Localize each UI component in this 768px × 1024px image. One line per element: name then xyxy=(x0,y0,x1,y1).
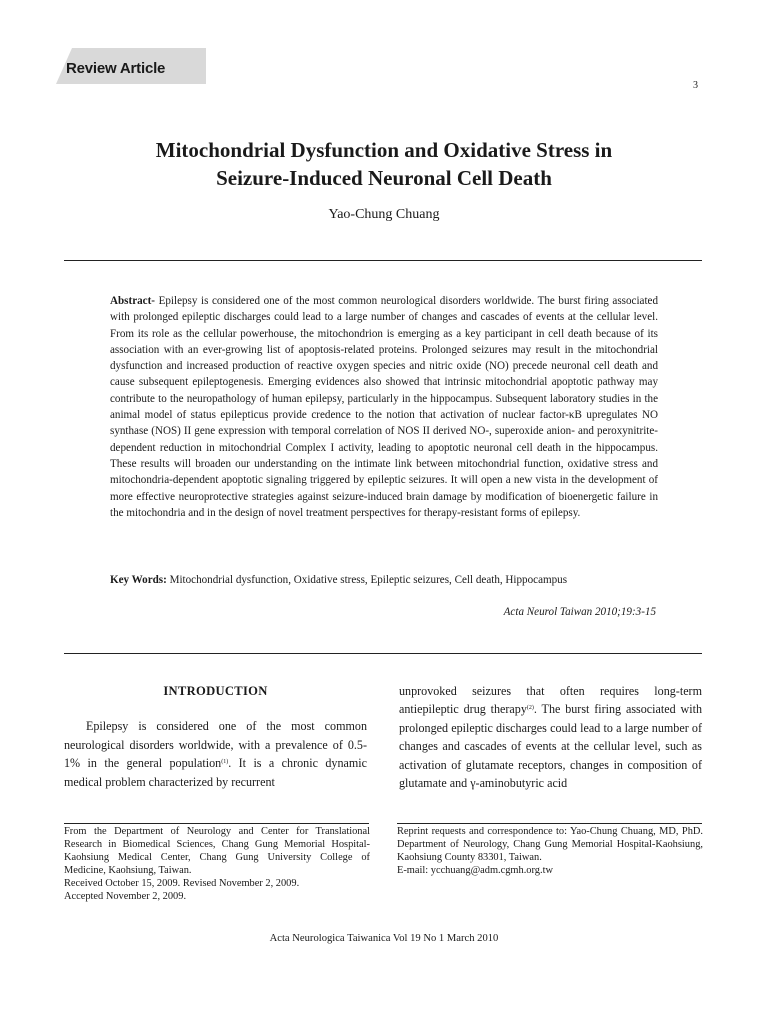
abstract-label: Abstract- xyxy=(110,295,155,307)
article-title xyxy=(64,136,704,192)
affiliation: From the Department of Neurology and Center for Translational Research in Biomedical Sciences, Chang Gung Memorial Hospital-Kaohsiung Medical Center, Chang Gung University College of Medicine, Kaohsiung, Taiwan. xyxy=(64,826,370,877)
affiliation-footnote xyxy=(64,825,370,904)
section-heading: INTRODUCTION xyxy=(163,684,268,698)
left-column xyxy=(64,682,367,791)
footnote-divider-right xyxy=(397,823,702,824)
keywords xyxy=(110,574,670,586)
right-column xyxy=(399,682,702,792)
title-line-2: Seizure-Induced Neuronal Cell Death xyxy=(216,166,552,190)
middle-divider xyxy=(64,653,702,654)
top-divider xyxy=(64,260,702,261)
intro-paragraph-continued: unprovoked seizures that often requires long-term antiepileptic drug therapy$^{(2)}$. The burst firing associated with prolonged epileptic discharges could lead to a large number of changes and cascades of events at the cellular level, such as activation of glutamate receptors, changes in composition of glutamate and γ-aminobutyric acid xyxy=(399,684,702,791)
abstract xyxy=(110,293,658,521)
author: Yao-Chung Chuang xyxy=(328,207,440,222)
section-label: Review Article xyxy=(66,60,166,77)
keywords-label: Key Words: xyxy=(110,574,167,586)
title-line-1: Mitochondrial Dysfunction and Oxidative Stress in xyxy=(155,138,613,162)
reprint-info: Reprint requests and correspondence to: Yao-Chung Chuang, MD, PhD. Department of Neurology, Chang Gung Memorial Hospital-Kaohsiung, Kaohsiung County 83301, Taiwan. xyxy=(397,826,703,864)
citation: Acta Neurol Taiwan 2010;19:3-15 xyxy=(503,606,656,618)
journal-footer: Acta Neurologica Taiwanica Vol 19 No 1 March 2010 xyxy=(269,933,499,944)
keywords-text: Mitochondrial dysfunction, Oxidative stress, Epileptic seizures, Cell death, Hippocampus xyxy=(169,574,568,586)
received-date: Received October 15, 2009. Revised November 2, 2009. xyxy=(64,878,300,890)
correspondence-footnote xyxy=(397,825,703,877)
reference-2[interactable]: (2) xyxy=(526,705,534,712)
intro-paragraph: Epilepsy is considered one of the most common neurological disorders worldwide, with a prevalence of 0.5-1% in the general population$^{(1)}$. It is a chronic dynamic medical problem characterized by recurrent xyxy=(64,719,367,789)
footnote-divider-left xyxy=(64,823,369,824)
page-number: 3 xyxy=(693,80,698,91)
reference-1[interactable]: (1) xyxy=(221,759,229,766)
abstract-text: Epilepsy is considered one of the most common neurological disorders worldwide. The burst firing associated with prolonged epileptic discharges could lead to a large number of changes and cascades of events at the cellular level. From its role as the cellular powerhouse, the mitochondrion is emerging as a key participant in cell death because of its association with an ever-growing list of apoptosis-related proteins. Prolonged seizures may result in the mitochondrial dysfunction and increased production of reactive oxygen species and nitric oxide (NO) precede neuronal cell death and cause subsequent epileptogenesis. Emerging evidences also showed that intrinsic mitochondrial apoptotic pathway may contribute to the neuropathology of human epilepsy, particularly in the hippocampus. Subsequent laboratory studies in the animal model of status epilepticus provide credence to the notion that activation of nuclear factor-κB upregulates NO synthase (NOS) II gene expression with temporal correlation of NOS II derived NO-, superoxide anion- and peroxynitrite-dependent reduction in mitochondrial Complex I activity, leading to apoptotic neuronal cell death in the hippocampus. These results will broaden our understanding on the intimate link between mitochondrial function, oxidative stress and mitochondria-dependent apoptotic signaling triggered by epileptic seizures. It will open a new vista in the development of more effective neuroprotective strategies against seizure-induced brain damage by modification of bioenergetic failure in the mitochondria and in the design of novel treatment perspectives for therapy-resistant forms of epilepsy. xyxy=(110,295,658,519)
email[interactable]: E-mail: ycchuang@adm.cgmh.org.tw xyxy=(397,865,553,877)
accepted-date: Accepted November 2, 2009. xyxy=(64,891,187,903)
